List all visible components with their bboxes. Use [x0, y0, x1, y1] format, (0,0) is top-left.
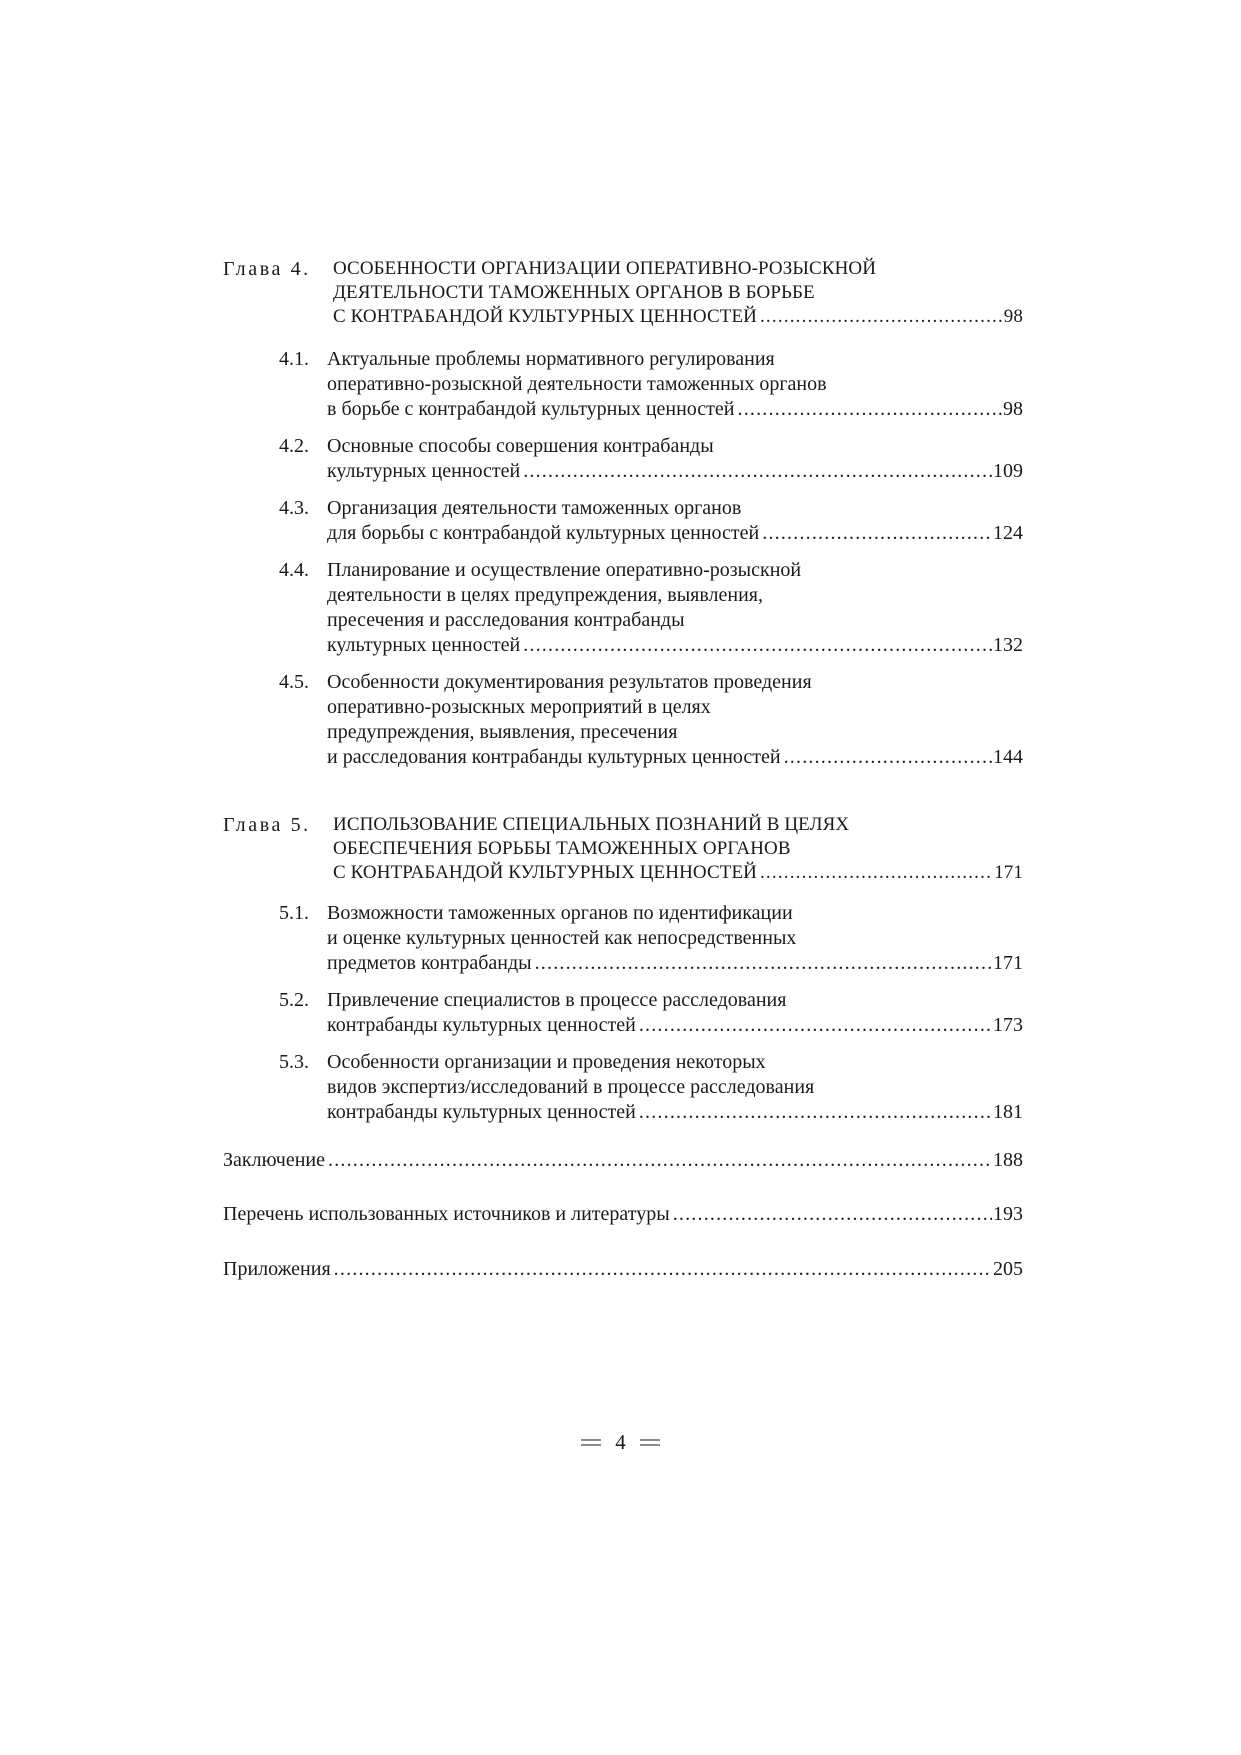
section-5-1[interactable]: [223, 901, 1023, 976]
dot-leader: [639, 1100, 992, 1125]
section-5-3[interactable]: [223, 1050, 1023, 1125]
dot-leader: [328, 1148, 992, 1173]
dot-leader: [760, 861, 993, 885]
dot-leader: [639, 1013, 992, 1038]
section-title: [327, 434, 1023, 484]
section-title-line: Особенности документирования результатов проведения: [327, 671, 812, 693]
section-title-line: предупреждения, выявления, пресечения: [327, 721, 678, 743]
section-title-last-line: [327, 951, 1023, 976]
section-title-line: Актуальные проблемы нормативного регулирования: [327, 348, 775, 370]
dot-leader: [334, 1257, 992, 1282]
entry-conclusion[interactable]: [223, 1148, 1023, 1173]
page-number: 124: [993, 522, 1023, 544]
section-title-line: оперативно-розыскных мероприятий в целях: [327, 696, 711, 718]
page-number: 171: [994, 862, 1023, 883]
dot-leader: [523, 633, 992, 658]
section-number: 4.3.: [279, 497, 309, 519]
chapter-title: [333, 813, 1023, 885]
footer-rule-right: [640, 1439, 660, 1446]
dot-leader: [523, 459, 992, 484]
page-number: 132: [993, 634, 1023, 656]
section-4-1[interactable]: [223, 347, 1023, 422]
section-title-line: контрабанды культурных ценностей: [327, 1014, 636, 1036]
dot-leader: [784, 745, 992, 770]
section-title-line: Основные способы совершения контрабанды: [327, 435, 714, 457]
entry-line: [223, 1202, 1023, 1227]
page-number: 188: [993, 1149, 1023, 1171]
section-title-last-line: [327, 397, 1023, 422]
section-number: 5.2.: [279, 989, 309, 1011]
chapter-title-line: С КОНТРАБАНДОЙ КУЛЬТУРНЫХ ЦЕННОСТЕЙ: [333, 862, 757, 883]
section-title-line: пресечения и расследования контрабанды: [327, 609, 685, 631]
section-number: 5.3.: [279, 1051, 309, 1073]
chapter-title-line: ДЕЯТЕЛЬНОСТИ ТАМОЖЕННЫХ ОРГАНОВ В БОРЬБЕ: [333, 282, 815, 303]
section-number: 5.1.: [279, 902, 309, 924]
page-number: 173: [993, 1014, 1023, 1036]
section-title: [327, 347, 1023, 422]
section-title-line: Возможности таможенных органов по идентификации: [327, 902, 793, 924]
section-title-last-line: [327, 459, 1023, 484]
dot-leader: [738, 397, 1003, 422]
section-title-line: и расследования контрабанды культурных ценностей: [327, 746, 781, 768]
section-4-4[interactable]: [223, 558, 1023, 658]
chapter-title-last-line: [333, 305, 1023, 329]
dot-leader: [762, 521, 992, 546]
section-4-2[interactable]: [223, 434, 1023, 484]
page-number: 171: [993, 952, 1023, 974]
section-title-line: для борьбы с контрабандой культурных ценностей: [327, 522, 760, 544]
footer-page-number: 4: [615, 1430, 626, 1454]
section-title-last-line: [327, 1100, 1023, 1125]
section-title: [327, 1050, 1023, 1125]
dot-leader: [760, 305, 1003, 329]
chapter-4[interactable]: [223, 257, 1023, 329]
section-4-5[interactable]: [223, 670, 1023, 770]
section-title-line: предметов контрабанды: [327, 952, 532, 974]
chapter-label: Глава 4.: [223, 258, 311, 280]
section-title-last-line: [327, 521, 1023, 546]
entry-references[interactable]: [223, 1202, 1023, 1227]
chapter-title-line: ИСПОЛЬЗОВАНИЕ СПЕЦИАЛЬНЫХ ПОЗНАНИЙ В ЦЕЛЯХ: [333, 814, 850, 835]
entry-title: Заключение: [223, 1149, 325, 1171]
chapter-label: Глава 5.: [223, 814, 311, 836]
page-number: 193: [993, 1203, 1023, 1225]
section-number: 4.1.: [279, 348, 309, 370]
entry-title: Приложения: [223, 1258, 331, 1280]
section-4-3[interactable]: [223, 496, 1023, 546]
chapter-title-line: С КОНТРАБАНДОЙ КУЛЬТУРНЫХ ЦЕННОСТЕЙ: [333, 306, 757, 327]
page-number: 98: [1003, 398, 1023, 420]
section-5-2[interactable]: [223, 988, 1023, 1038]
section-title-line: культурных ценностей: [327, 634, 521, 656]
chapter-title: [333, 257, 1023, 329]
section-title-last-line: [327, 1013, 1023, 1038]
dot-leader: [535, 951, 992, 976]
dot-leader: [673, 1202, 992, 1227]
section-title-line: Особенности организации и проведения некоторых: [327, 1051, 766, 1073]
chapter-title-last-line: [333, 861, 1023, 885]
entry-line: [223, 1148, 1023, 1173]
section-title: [327, 496, 1023, 546]
page-number: 205: [993, 1258, 1023, 1280]
section-title-line: контрабанды культурных ценностей: [327, 1101, 636, 1123]
page-number: 98: [1003, 306, 1023, 327]
entry-appendices[interactable]: [223, 1257, 1023, 1282]
page-number: 109: [993, 460, 1023, 482]
page-footer: [0, 1430, 1241, 1455]
entry-line: [223, 1257, 1023, 1282]
section-title-line: Привлечение специалистов в процессе расследования: [327, 989, 787, 1011]
section-title-line: оперативно-розыскной деятельности таможенных органов: [327, 373, 827, 395]
footer-rule-left: [581, 1439, 601, 1446]
section-title-line: деятельности в целях предупреждения, выявления,: [327, 584, 763, 606]
section-title: [327, 558, 1023, 658]
section-title: [327, 901, 1023, 976]
section-title-last-line: [327, 633, 1023, 658]
section-number: 4.4.: [279, 559, 309, 581]
section-number: 4.2.: [279, 435, 309, 457]
page-number: 181: [993, 1101, 1023, 1123]
chapter-5[interactable]: [223, 813, 1023, 885]
entry-title: Перечень использованных источников и литературы: [223, 1203, 670, 1225]
section-title: [327, 988, 1023, 1038]
section-title-line: и оценке культурных ценностей как непосредственных: [327, 927, 797, 949]
page-number: 144: [993, 746, 1023, 768]
section-title-line: культурных ценностей: [327, 460, 521, 482]
section-number: 4.5.: [279, 671, 309, 693]
section-title: [327, 670, 1023, 770]
section-title-line: Планирование и осуществление оперативно-розыскной: [327, 559, 802, 581]
section-title-line: Организация деятельности таможенных органов: [327, 497, 742, 519]
section-title-last-line: [327, 745, 1023, 770]
chapter-title-line: ОСОБЕННОСТИ ОРГАНИЗАЦИИ ОПЕРАТИВНО-РОЗЫСКНОЙ: [333, 258, 877, 279]
section-title-line: видов экспертиз/исследований в процессе расследования: [327, 1076, 815, 1098]
section-title-line: в борьбе с контрабандой культурных ценностей: [327, 398, 735, 420]
chapter-title-line: ОБЕСПЕЧЕНИЯ БОРЬБЫ ТАМОЖЕННЫХ ОРГАНОВ: [333, 838, 791, 859]
